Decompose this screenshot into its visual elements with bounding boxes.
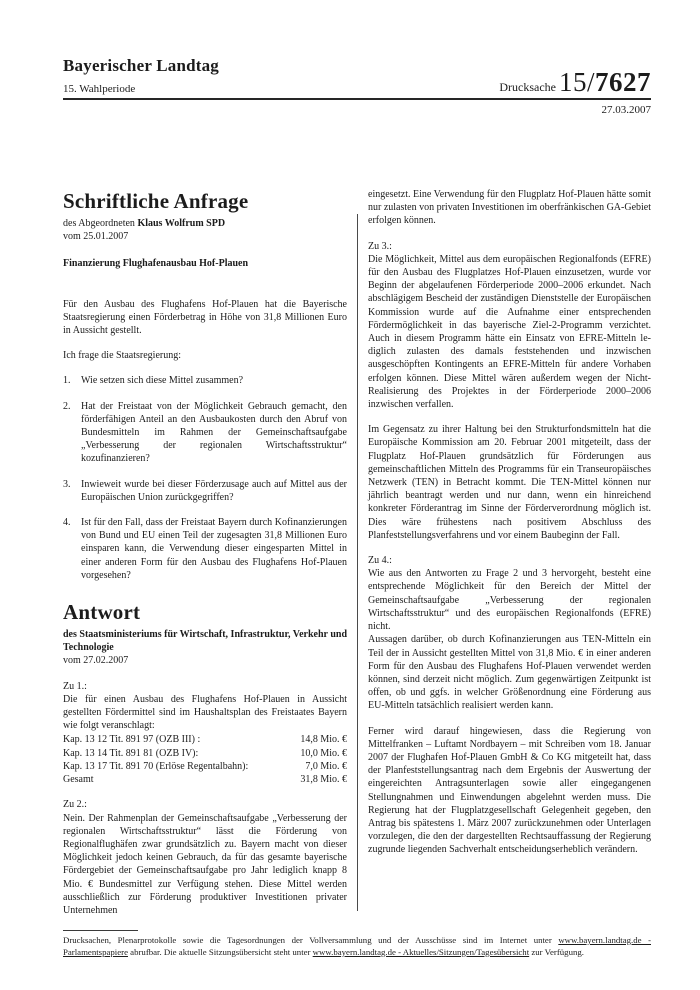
question-text: Wie setzen sich diese Mittel zusammen? [81, 375, 244, 387]
answer-ministry: des Staatsministeriums für Wirtschaft, Infrastruktur, Verkehr und Technologie [63, 629, 347, 654]
left-column [63, 190, 347, 917]
inquiry-subject: Finanzierung Flughafenausbau Hof-Plauen [63, 258, 249, 270]
question-number: 3. [63, 478, 71, 490]
question-number: 1. [63, 375, 71, 387]
footer-text: zur Verfügung. [529, 946, 584, 957]
question-item-1 [63, 374, 347, 387]
row-value: 7,0 Mio. € [305, 760, 347, 772]
row-label: Gesamt [63, 774, 94, 786]
docket-number [499, 67, 651, 97]
org-title: Bayerischer Landtag [63, 56, 220, 75]
question-text: Inwieweit wurde bei dieser Förderzusage auch auf Mittel aus der Europäischen Union zurückgegriffen? [81, 478, 347, 503]
question-text: Hat der Freistaat von der Möglichkeit Gebrauch gemacht, den förderfähigen Anteil an den Ausbaukosten durch den Abruf von Bundesmitteln im Rahmen der Gemeinschaftsaufgabe „Verbesserung der regionalen Wirtschaftsstruktur“ kozufinanzieren? [81, 400, 347, 465]
inquiry-author: Klaus Wolfrum SPD [137, 218, 226, 229]
section-label-zu2: Zu 2.: [63, 799, 87, 811]
ask-line: Ich frage die Staatsregierung: [63, 350, 182, 362]
footer-text: Drucksachen, Plenarprotokolle sowie die Tagesordnungen der Vollversammlung und der Ausschüsse sind im Internet unter [63, 935, 559, 945]
sitzungsuebersicht-link[interactable]: www.bayern.landtag.de - Aktuelles/Sitzungen/Tagesübersicht [312, 946, 530, 957]
section-label-zu3: Zu 3.: [368, 240, 392, 252]
zu3-paragraph-1: Die Möglichkeit, Mittel aus dem europäischen Regionalfonds (EFRE) für den Ausbau des Flugplatzes Hof-Plauen einzusetzen, wurde vor Beginn der abgelaufenen Förderperiode 2000–2006 erkundet. Nach abschlägigem Bescheid der zuständigen Dienststelle der Europäischen Kommission wurde auf die Aufnahme einer entsprechenden Fördermöglichkeit in das bayerische Ziel-2-Programm verzichtet. Auch in diesem Programm hätte ein Einsatz von EFRE-Mitteln lediglich zulasten des damals feststehenden und inzwischen ausgeschöpften Kontingents an EFRE-Mitteln für andere Vorhaben erfolgen können. Diese Mittel wären außerdem wegen der Nicht-Realisierung des Projektes in der Förderperiode 2000–2006 inzwischen verfallen. [368, 253, 651, 411]
row-value: 31,8 Mio. € [300, 774, 347, 786]
column-divider [357, 214, 358, 911]
footnote-rule [63, 930, 138, 931]
docket-label: Drucksache [499, 80, 559, 94]
continuation-paragraph: eingesetzt. Eine Verwendung für den Flugplatz Hof-Plauen hätte somit nur zulasten von privaten Investitionen im oberfränkischen GA-Gebiet erfolgen können. [368, 189, 651, 227]
inquiry-byline: des Abgeordneten Klaus Wolfrum SPD [63, 218, 226, 229]
question-number: 2. [63, 400, 71, 412]
intro-paragraph: Für den Ausbau des Flughafens Hof-Plauen hat die Bayerische Staatsregierung einen Förderbetrag in Höhe von 31,8 Millionen Euro in Aussicht gestellt. [63, 298, 347, 337]
zu4-paragraph-1: Wie aus den Antworten zu Frage 2 und 3 hervorgeht, besteht eine entsprechende Möglichkeit für den Bereich der Mittel der Gemeinschaftsaufgabe „Verbesserung der regionalen Wirtschaftsstruktur“ und des europäischen Regionalfonds (EFRE) nicht. [368, 568, 651, 633]
answer-title: Antwort [63, 600, 141, 625]
answer-date: vom 27.02.2007 [63, 655, 129, 667]
zu2-paragraph: Nein. Der Rahmenplan der Gemeinschaftsaufgabe „Verbesserung der regionalen Wirtschaftsstruktur“ lässt die Förderung von Regionalflughäfen zwar grundsätzlich zu. Bayern macht von dieser Möglichkeit jedoch keinen Gebrauch, da für das gesamte bayerische Fördergebiet der Gemeinschaftsaufgabe pro Jahr lediglich knapp 8 Mio. € Bundesmittel zur Verfügung stehen. Diese Mittel werden ausschließlich zur Förderung produktiver Investitionen privater Unternehmen [63, 812, 347, 916]
row-label: Kap. 13 12 Tit. 891 97 (OZB III) : [63, 734, 201, 746]
section-label-zu4: Zu 4.: [368, 555, 392, 567]
table-row [63, 733, 347, 746]
right-column [368, 188, 651, 857]
budget-table [63, 733, 347, 786]
inquiry-title: Schriftliche Anfrage [63, 189, 249, 213]
footer-text: abrufbar. Die aktuelle Sitzungsübersicht steht unter [127, 946, 313, 957]
question-number: 4. [63, 517, 71, 529]
header-left-block [63, 56, 219, 95]
row-label: Kap. 13 17 Tit. 891 70 (Erlöse Regentalbahn): [63, 760, 249, 772]
inquiry-date: vom 25.01.2007 [63, 231, 129, 243]
question-text: Ist für den Fall, dass der Freistaat Bayern durch Kofinanzierungen von Bund und EU einen Teil der zugesagten 31,8 Millionen Euro einsparen kann, die Verwendung dieser eingesparten Mittel in einer anderen Form für den Ausbau des Flughafens Hof-Plauen vorgesehen? [81, 517, 347, 581]
section-label-zu1: Zu 1.: [63, 680, 87, 692]
table-row [63, 760, 347, 773]
question-item-2 [63, 400, 347, 466]
zu4-paragraph-2: Aussagen darüber, ob durch Kofinanzierungen aus TEN-Mitteln ein Teil der in Aussicht gestellten Mittel von 31,8 Mio. € in einer anderen Form für den Ausbau des Flughafens Hof-Plauen verwendet werden können, sind derzeit nicht möglich. Zum gegenwärtigen Zeitpunkt ist offen, ob und ggfs. in welcher Größenordnung eine Förderung aus EU-Mitteln tatsächlich realisiert werden kann. [368, 634, 651, 712]
row-value: 14,8 Mio. € [300, 734, 347, 746]
row-label: Kap. 13 14 Tit. 891 81 (OZB IV): [63, 747, 199, 759]
page-footer [63, 935, 651, 958]
table-row [63, 773, 347, 786]
table-row [63, 747, 347, 760]
row-value: 10,0 Mio. € [300, 747, 347, 759]
question-item-4 [63, 516, 347, 582]
document-date: 27.03.2007 [601, 104, 651, 116]
docket-value: 15/7627 [558, 67, 651, 97]
document-header [63, 56, 651, 116]
zu1-paragraph: Die für einen Ausbau des Flughafens Hof-Plauen in Aussicht gestellten Fördermittel sind im Haushaltsplan des Freistaates Bayern wie folgt veranschlagt: [63, 693, 347, 732]
question-item-3 [63, 478, 347, 504]
zu4-paragraph-3: Ferner wird darauf hingewiesen, dass die Regierung von Mittelfranken – Luftamt Nordbayern – mit Schreiben vom 18. Januar 2007 der Flughafen Hof-Plauen GmbH & Co KG mitgeteilt hat, dass der Planfeststellungsantrag nach dem Ergebnis der Auswertung der eingereichten Antragsunterlagen sowie aller eingegangenen Stellungnahmen und Einwendungen abgelehnt werden muss. Die Regierung hat der Flugplatzgesellschaft Gelegenheit gegeben, den Antrag bis spätestens 1. März 2007 zurückzunehmen oder Unterlagen vorzulegen, die den der dargestellten Rechtsauffassung der Regierung zugrunde liegenden Sachverhalt entscheidungserheblich verändern. [368, 725, 651, 856]
parlamentspapiere-link[interactable]: www.bayern.landtag.de - Parlamentspapiere [63, 935, 651, 957]
legislative-period: 15. Wahlperiode [63, 83, 136, 95]
zu3-paragraph-2: Im Gegensatz zu ihrer Haltung bei den Strukturfondsmitteln hat die Europäische Kommission am 20. Februar 2001 mitgeteilt, dass der Flugplatz Hof-Plauen grundsätzlich für Förderungen aus gemeinschaftlichen Mitteln des Programms für ein Transeuropäisches Netzwerk (TEN) in Betracht kommt. Die TEN-Mittel können nur jährlich beantragt werden und nur dann, wenn ein hinreichend konkreter Förderantrag im Sinne der Förderverordnung möglich ist. Dies wäre frühestens nach positivem Abschluss des Planfeststellungsverfahrens und vor einem Baubeginn der Fall. [368, 424, 651, 541]
